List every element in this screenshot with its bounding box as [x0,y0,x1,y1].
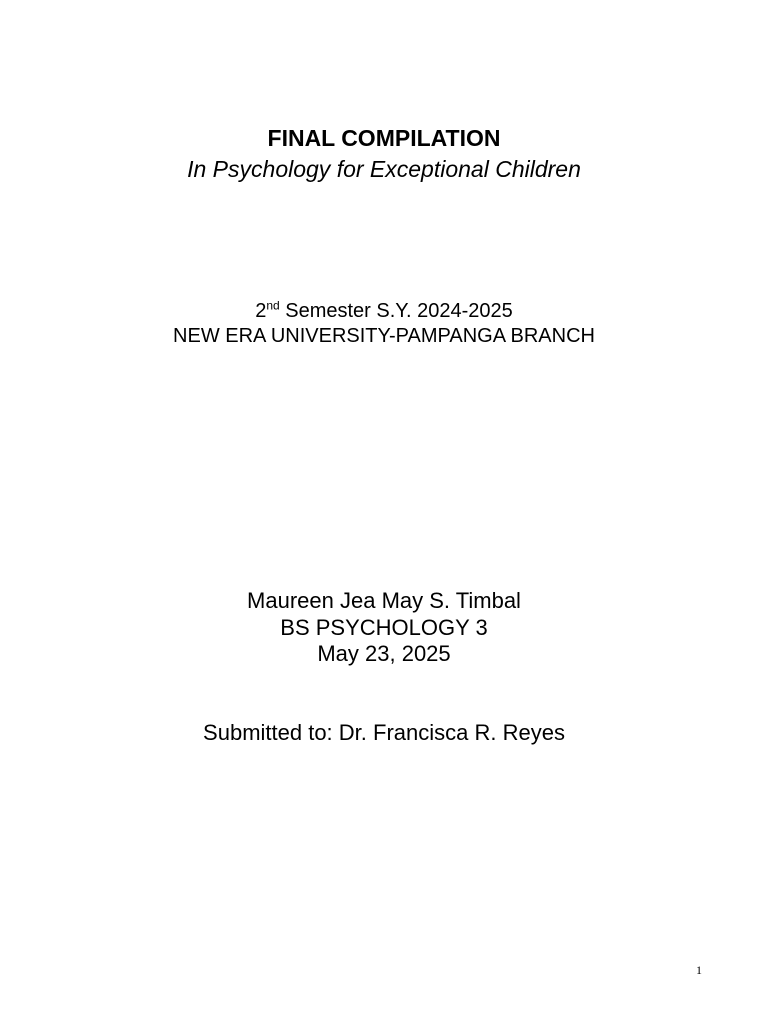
author-name: Maureen Jea May S. Timbal [247,588,521,613]
semester-number: 2 [255,300,267,322]
university-name: NEW ERA UNIVERSITY-PAMPANGA BRANCH [173,325,595,347]
submission-date: May 23, 2025 [317,641,451,666]
page-number: 1 [696,963,702,977]
document-subtitle: In Psychology for Exceptional Children [187,156,581,182]
submitted-to: Submitted to: Dr. Francisca R. Reyes [203,720,565,745]
semester-school-year: Semester S.Y. 2024-2025 [279,300,513,322]
document-title: FINAL COMPILATION [267,125,501,151]
semester-line [0,298,768,324]
semester-ordinal-suffix: nd [266,298,280,313]
program-year: BS PSYCHOLOGY 3 [280,615,488,640]
